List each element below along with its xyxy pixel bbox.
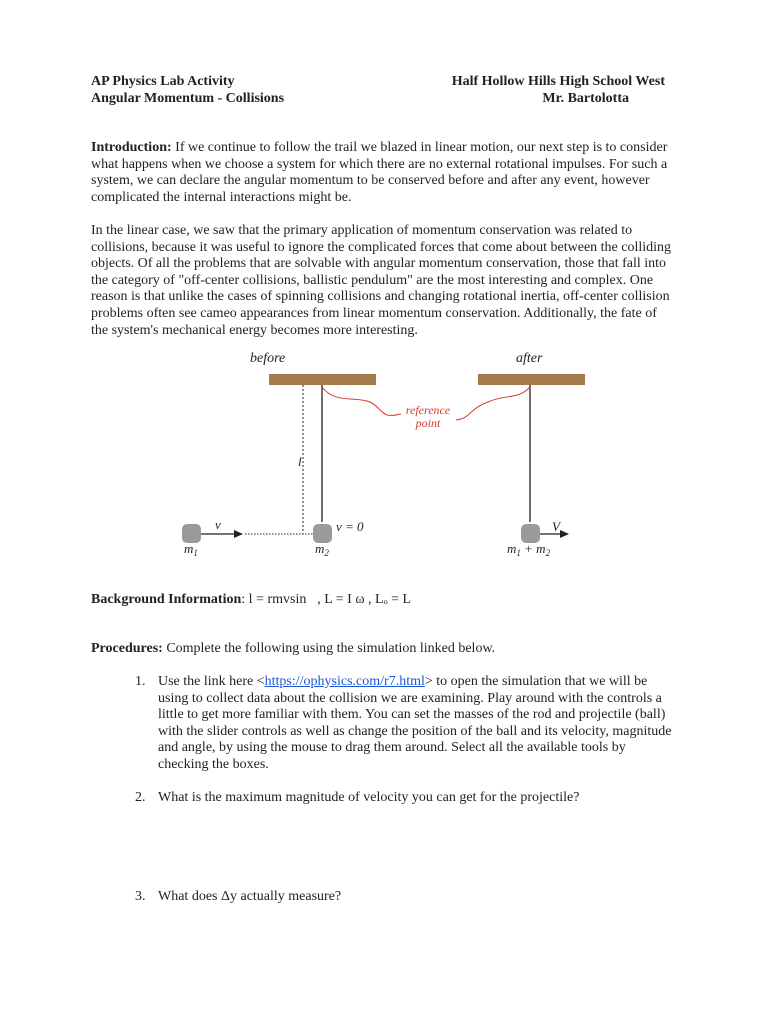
linear-case-paragraph: In the linear case, we saw that the primary application of momentum conservation was related to collisions, because it was useful to ignore the complicated forces that come about between the colliding objects. Of all the problems that are solvable with angular momentum conservation, those that fall into the category of "off-center collisions, ballistic pendulum" are the most interesting and complex. One reason is that unlike the cases of spinning collisions and changing rotational inertia, off-center collision problems often see cameo appearances from linear momentum conservation. Additionally, the fate of the system's mechanical energy becomes more interesting. — [91, 223, 672, 338]
step-2-number: 2. — [135, 790, 146, 805]
procedures-text: Complete the following using the simulation linked below. — [162, 641, 496, 656]
after-pivot-bar — [478, 374, 585, 385]
mass-m1-label: $m_1$ — [184, 541, 198, 558]
step-3-number: 3. — [135, 889, 146, 904]
collision-diagram — [170, 344, 610, 564]
reference-curve-right — [456, 387, 530, 420]
step-1-text: Use the link here <https://ophysics.com/r7.html> to open the simulation that we will be using to collect data about the collision we are examining. Play around with the controls a little to get more familiar with them. You can set the masses of the rod and projectile (ball) with the slider controls as well as change the position of the ball and its velocity, magnitude and angle, by using the mouse to drag them around. Select all the available tools by checking the boxes. — [158, 674, 672, 772]
introduction-text: If we continue to follow the trail we blazed in linear motion, our next step is to consider what happens when we choose a system for which there are no external rotational impulses. For such a system, we can declare the angular momentum to be conserved before and after any event, however complicated the internal interactions might be. — [91, 140, 668, 205]
reference-curve-left — [322, 387, 401, 415]
length-label: l — [298, 454, 302, 469]
introduction-label: Introduction: — [91, 140, 172, 155]
step-3-text: What does Δy actually measure? — [158, 889, 342, 904]
teacher-name: Mr. Bartolotta — [542, 91, 629, 106]
after-label: after — [516, 351, 543, 366]
velocity-label-before: v — [215, 517, 221, 532]
course-title: AP Physics Lab Activity — [91, 74, 235, 89]
velocity-label-after: V — [552, 519, 560, 534]
step-1-number: 1. — [135, 674, 146, 689]
before-label: before — [250, 351, 286, 366]
step-2-text: What is the maximum magnitude of velocity you can get for the projectile? — [158, 790, 580, 805]
procedures-paragraph — [91, 641, 676, 658]
velocity-zero-label: v = 0 — [336, 519, 364, 534]
introduction-paragraph — [91, 140, 676, 206]
velocity-arrowhead-before — [234, 530, 243, 538]
procedures-label: Procedures: — [91, 641, 163, 656]
background-text: : l = rmvsin , L = I ω , Lₒ = L — [241, 592, 412, 607]
velocity-arrowhead-after — [560, 530, 569, 538]
reference-label: reference — [405, 403, 451, 417]
reference-point-label: point — [415, 416, 441, 430]
mass-m2-label: $m_2$ — [315, 541, 329, 558]
simulation-link[interactable]: https://ophysics.com/r7.html — [264, 674, 425, 689]
school-name: Half Hollow Hills High School West — [451, 74, 665, 89]
lab-title: Angular Momentum - Collisions — [91, 91, 285, 106]
background-paragraph — [91, 592, 676, 609]
mass-combined-label: $m_1 + m_2$ — [507, 541, 551, 558]
background-label: Background Information — [91, 592, 242, 607]
before-pivot-bar — [269, 374, 376, 385]
